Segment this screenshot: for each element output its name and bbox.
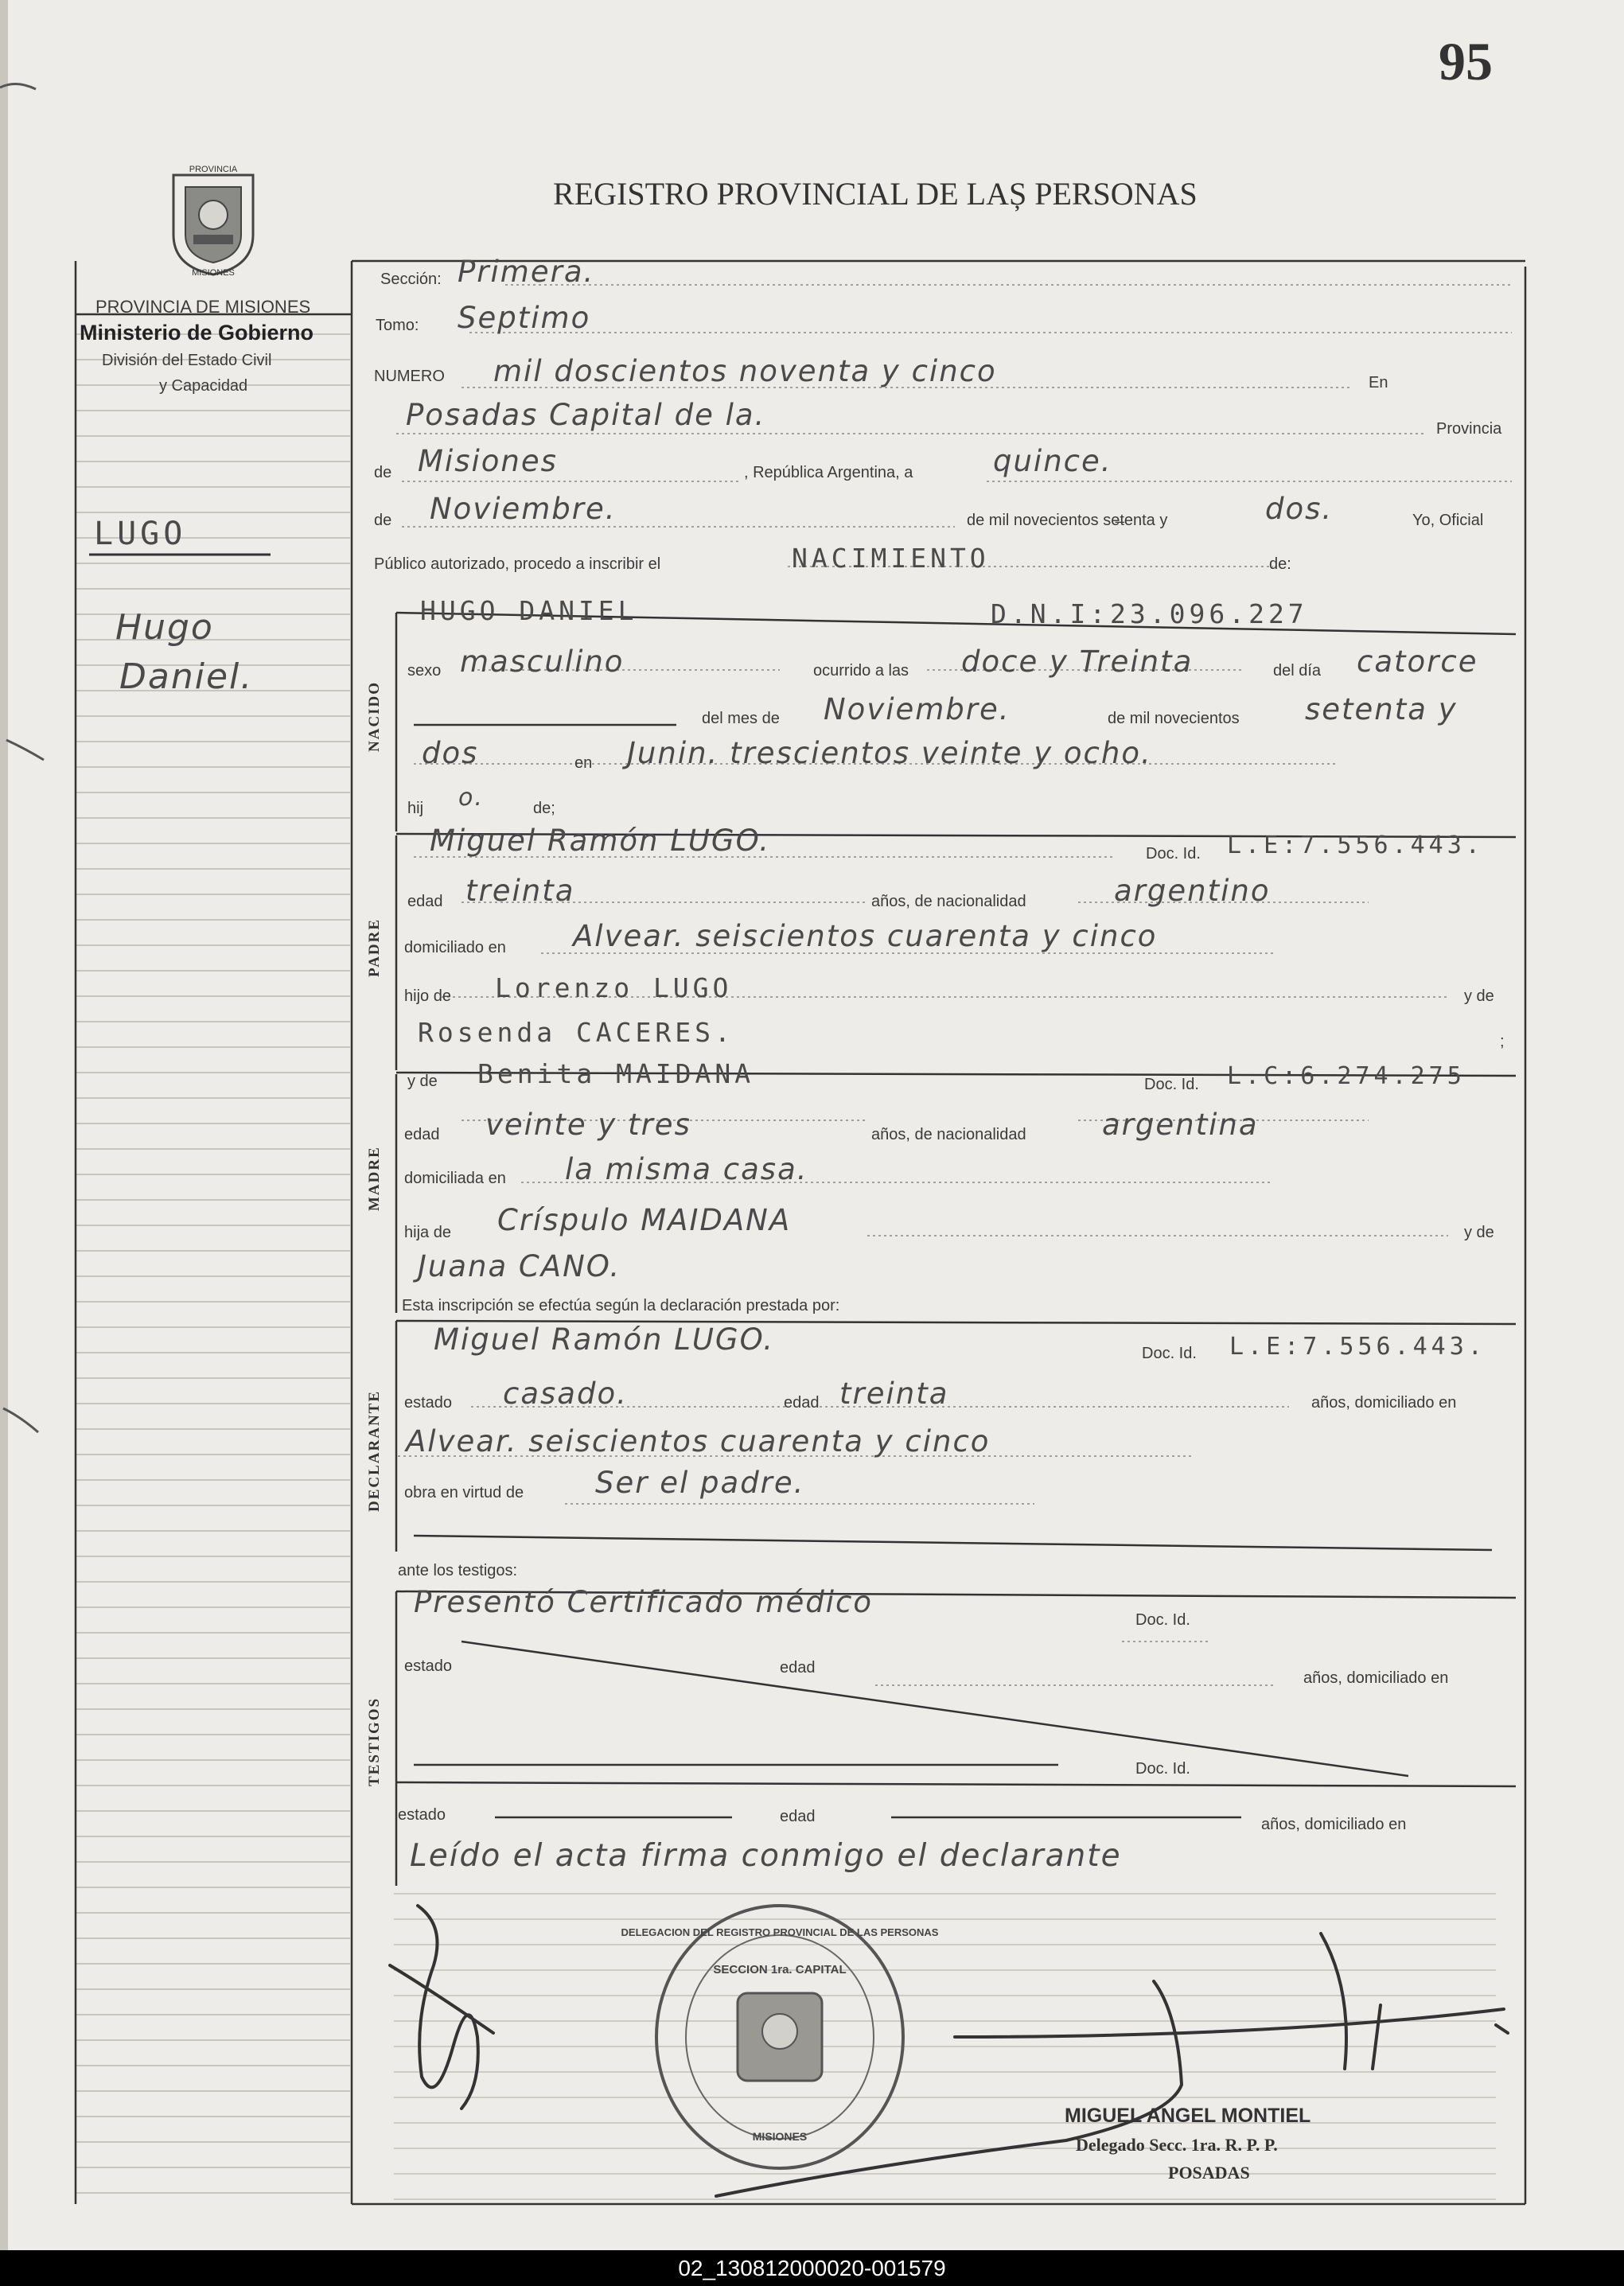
label-provincia: Provincia [1436, 420, 1502, 438]
label-y-de-padre: y de [1464, 987, 1494, 1005]
label-doc-id-decl: Doc. Id. [1142, 1345, 1197, 1362]
value-padre-nac: argentino [1114, 874, 1271, 908]
value-anio-nac-b: dos [422, 736, 479, 770]
value-acto: NACIMIENTO [792, 543, 990, 574]
label-sexo: sexo [407, 662, 442, 680]
section-label-declarante: DECLARANTE [366, 1389, 383, 1512]
value-numero: mil doscientos noventa y cinco [493, 354, 997, 388]
value-dni: 23.096.227 [1110, 598, 1308, 629]
section-label-testigos: TESTIGOS [366, 1696, 383, 1786]
label-tomo: Tomo: [376, 317, 419, 334]
value-madre-dom: la misma casa. [565, 1152, 808, 1186]
label-de-2: de [374, 512, 392, 529]
value-dia: quince. [993, 444, 1112, 478]
label-edad-t1: edad [780, 1659, 816, 1677]
label-hijo-de: hijo de [404, 987, 451, 1005]
sidebar-capacity: y Capacidad [159, 377, 248, 395]
label-edad-t2: edad [780, 1808, 816, 1825]
value-padre-dom: Alvear. seiscientos cuarenta y cinco [573, 919, 1158, 953]
value-madre-edad: veinte y tres [485, 1108, 691, 1142]
sidebar-province: PROVINCIA DE MISIONES [95, 297, 311, 317]
label-hija-de: hija de [404, 1224, 451, 1241]
value-decl-dom: Alvear. seiscientos cuarenta y cinco [406, 1424, 991, 1458]
value-decl-virtud: Ser el padre. [595, 1466, 805, 1500]
label-ocurrido: ocurrido a las [813, 662, 909, 680]
label-en: En [1369, 374, 1388, 391]
crest-text-bottom: MISIONES [192, 268, 235, 278]
section-label-padre: PADRE [366, 917, 383, 977]
label-semicolon: ; [1500, 1033, 1505, 1050]
value-lugar-nac: Junin. trescientos veinte y ocho. [627, 736, 1152, 770]
label-edad-madre: edad [404, 1126, 440, 1143]
value-lugar: Posadas Capital de la. [406, 398, 766, 432]
value-seccion: Primera. [458, 255, 595, 289]
label-domiciliado-padre: domiciliado en [404, 939, 506, 956]
stamp-text-inner: SECCION 1ra. CAPITAL [713, 1963, 847, 1976]
sidebar-given-1: Hugo [115, 607, 214, 648]
label-edad-decl: edad [784, 1394, 820, 1412]
value-cierre: Leído el acta firma conmigo el declarante [410, 1838, 1122, 1874]
official-role: Delegado Secc. 1ra. R. P. P. [1076, 2135, 1278, 2155]
label-ante: ante los testigos: [398, 1562, 518, 1579]
value-abuelo-mat: Críspulo MAIDANA [497, 1203, 792, 1237]
value-hijo: o. [458, 784, 484, 812]
sidebar-division: División del Estado Civil [102, 352, 272, 369]
crest-text-top: PROVINCIA [189, 165, 238, 174]
value-madre-doc: L.C:6.274.275 [1227, 1062, 1466, 1090]
value-dia-nac: catorce [1357, 645, 1478, 679]
value-madre-nac: argentina [1102, 1108, 1259, 1142]
value-madre-nombre: Benita MAIDANA [477, 1058, 755, 1089]
value-decl-nombre: Miguel Ramón LUGO. [434, 1322, 774, 1357]
signature-declarante [390, 1906, 493, 2109]
label-edad-padre: edad [407, 893, 443, 910]
value-nombre: HUGO DANIEL [420, 595, 638, 626]
section-label-nacido: NACIDO [366, 680, 383, 752]
sidebar-ministry: Ministerio de Gobierno [80, 321, 314, 345]
label-mil-novecientos: de mil novecientos se̶tenta y [967, 512, 1168, 529]
label-doc-id-t2: Doc. Id. [1135, 1760, 1190, 1778]
label-esta-inscripcion: Esta inscripción se efectúa según la declaración prestada por: [402, 1297, 840, 1314]
official-city: POSADAS [1168, 2163, 1250, 2183]
sidebar-given-2: Daniel. [119, 656, 254, 697]
label-republica: , República Argentina, a [744, 464, 913, 481]
stamp-text-top: DELEGACION DEL REGISTRO PROVINCIAL DE LAS PERSONAS [621, 1926, 939, 1938]
value-hora: doce y Treinta [961, 645, 1194, 679]
value-mes: Noviembre. [430, 492, 617, 526]
signature-official [716, 1934, 1508, 2196]
label-seccion: Sección: [380, 271, 442, 288]
label-del-dia: del día [1273, 662, 1322, 680]
footer-id: 02_130812000020-001579 [0, 2250, 1624, 2286]
value-anio-nac-a: setenta y [1305, 692, 1458, 726]
value-mes-nac: Noviembre. [824, 692, 1011, 726]
value-anio: dos. [1265, 492, 1334, 526]
label-domiciliada-madre: domiciliada en [404, 1170, 506, 1187]
value-decl-edad: treinta [839, 1377, 949, 1411]
label-del-mes: del mes de [702, 710, 780, 727]
label-anos-dom-t2: años, domiciliado en [1261, 1816, 1407, 1833]
label-yo-oficial: Yo, Oficial [1412, 512, 1484, 529]
value-decl-estado: casado. [503, 1377, 628, 1411]
value-abuela-pat: Rosenda CACERES. [418, 1017, 734, 1048]
label-de-mil-nov: de mil novecientos [1108, 710, 1240, 727]
label-publico: Público autorizado, procedo a inscribir el [374, 555, 661, 573]
label-anos-nac-madre: años, de nacionalidad [871, 1126, 1026, 1143]
label-anos-dom-t1: años, domiciliado en [1303, 1669, 1449, 1687]
value-sexo: masculino [460, 645, 625, 679]
label-estado-t1: estado [404, 1657, 453, 1675]
value-provincia: Misiones [418, 444, 558, 478]
value-decl-doc: L.E:7.556.443. [1229, 1333, 1486, 1361]
stamp-text-bottom: MISIONES [752, 2130, 808, 2143]
value-testigo-1: Presentó Certificado médico [414, 1585, 874, 1619]
label-doc-id-padre: Doc. Id. [1146, 845, 1201, 863]
page-number: 95 [1439, 31, 1493, 92]
label-dni: D.N.I: [991, 598, 1110, 629]
value-abuela-mat: Juana CANO. [418, 1249, 621, 1283]
label-de: de [374, 464, 392, 481]
value-padre-edad: treinta [465, 874, 575, 908]
label-y-de-madre: y de [407, 1073, 438, 1090]
label-y-de-madre-2: y de [1464, 1224, 1494, 1241]
section-label-madre: MADRE [366, 1146, 383, 1211]
label-anos-nac-padre: años, de nacionalidad [871, 893, 1026, 910]
label-estado-decl: estado [404, 1394, 453, 1412]
label-doc-id-t1: Doc. Id. [1135, 1611, 1190, 1629]
sidebar-surname: LUGO [94, 516, 187, 552]
value-abuelo-pat: Lorenzo LUGO [495, 972, 733, 1003]
label-de-colon: de: [1269, 555, 1291, 573]
value-padre-doc: L.E:7.556.443. [1227, 831, 1484, 859]
official-name: MIGUEL ANGEL MONTIEL [1065, 2105, 1311, 2127]
label-anos-dom-decl: años, domiciliado en [1311, 1394, 1457, 1412]
label-estado-t2: estado [398, 1806, 446, 1824]
page-title: REGISTRO PROVINCIAL DE LAȘ PERSONAS [553, 176, 1198, 212]
label-numero: NUMERO [374, 368, 445, 385]
label-en-2: en [574, 754, 593, 772]
label-hij: hij [407, 800, 424, 817]
label-de-semi: de; [533, 800, 555, 817]
label-obra: obra en virtud de [404, 1484, 524, 1501]
value-tomo: Septimo [458, 301, 591, 335]
value-padre-nombre: Miguel Ramón LUGO. [430, 824, 770, 858]
label-doc-id-madre: Doc. Id. [1144, 1076, 1199, 1093]
